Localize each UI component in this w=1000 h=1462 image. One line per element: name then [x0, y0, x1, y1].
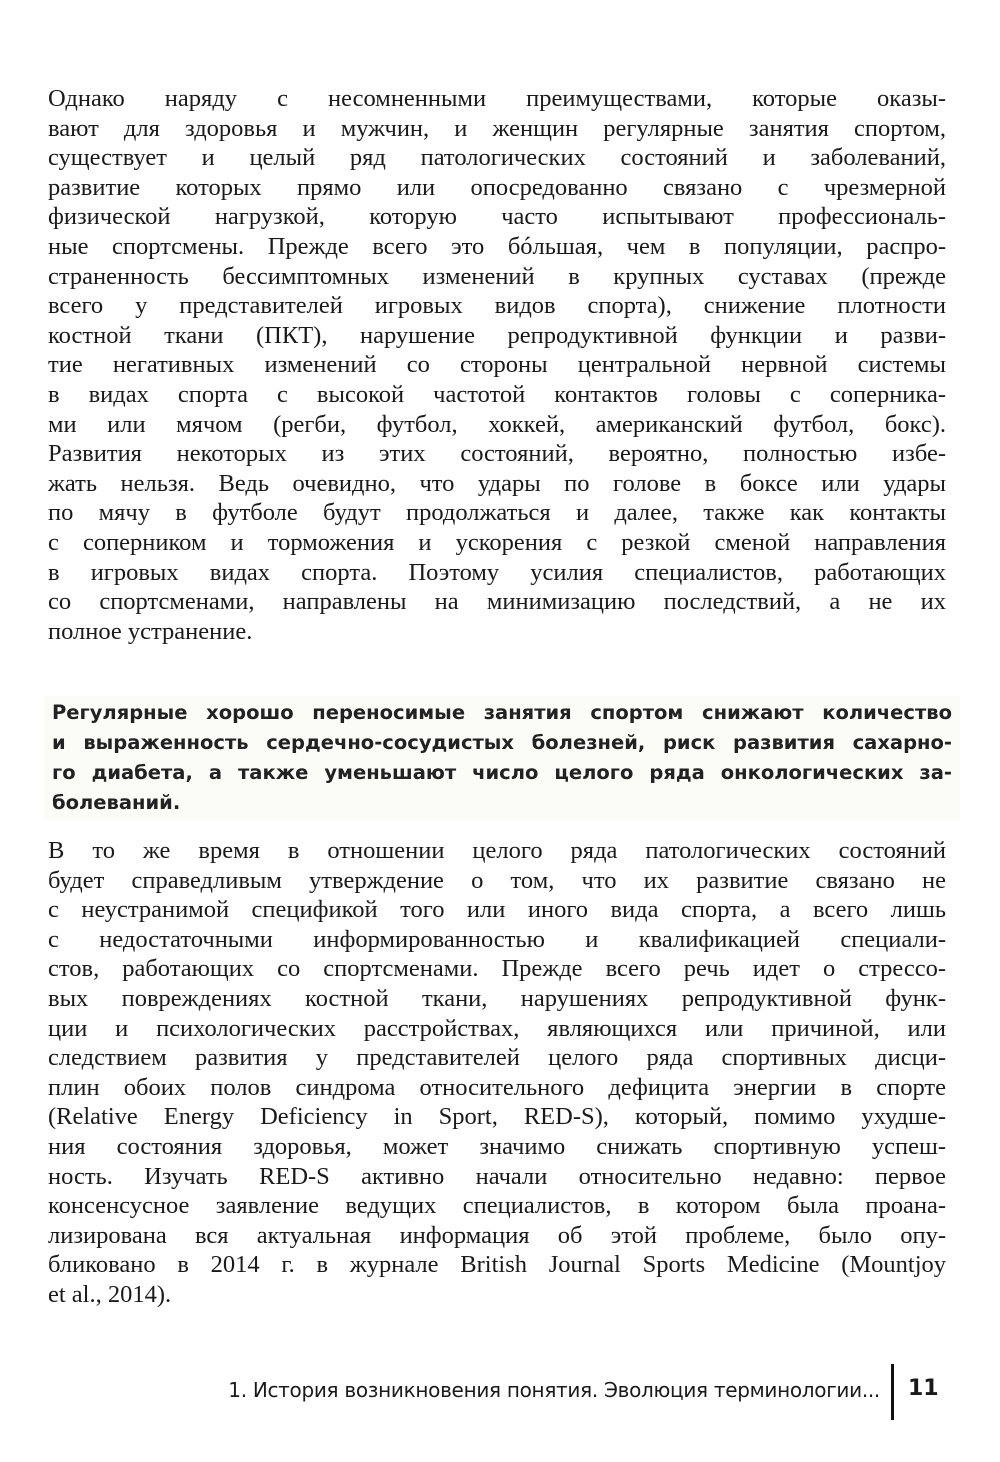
- running-title: 1. История возникновения понятия. Эволюция терминологии...: [228, 1378, 880, 1402]
- text-line: со спортсменами, направлены на минимизацию последствий, а не их: [48, 588, 946, 616]
- text-line: Развития некоторых из этих состояний, вероятно, полностью избе-: [48, 440, 946, 468]
- text-line: et al., 2014).: [48, 1280, 172, 1308]
- text-line: в игровых видах спорта. Поэтому усилия специалистов, работающих: [48, 558, 946, 586]
- paragraph-2: [48, 836, 946, 1310]
- text-line: будет справедливым утверждение о том, что их развитие связано не: [48, 866, 946, 894]
- text-line: костной ткани (ПКТ), нарушение репродуктивной функции и разви-: [48, 321, 946, 349]
- text-line: с соперником и торможения и ускорения с резкой сменой направления: [48, 528, 946, 556]
- text-line: следствием развития у представителей целого ряда спортивных дисци-: [48, 1044, 946, 1072]
- text-line: ния состояния здоровья, может значимо снижать спортивную успеш-: [48, 1132, 946, 1160]
- text-line: с неустранимой спецификой того или иного вида спорта, а всего лишь: [48, 896, 946, 924]
- highlight-box: [44, 696, 960, 820]
- text-line: го диабета, а также уменьшают число целого ряда онкологических за-: [52, 761, 952, 784]
- text-line: тие негативных изменений со стороны центральной нервной системы: [48, 351, 946, 379]
- text-line: В то же время в отношении целого ряда патологических состояний: [48, 837, 946, 864]
- text-line: жать нельзя. Ведь очевидно, что удары по голове в боксе или удары: [48, 469, 946, 497]
- text-line: ность. Изучать RED-S активно начали относительно недавно: первое: [48, 1162, 946, 1190]
- text-line: плин обоих полов синдрома относительного дефицита энергии в спорте: [48, 1073, 946, 1101]
- text-line: Регулярные хорошо переносимые занятия спортом снижают количество: [52, 701, 952, 724]
- text-line: лизирована вся актуальная информация об этой проблеме, было опу-: [48, 1221, 946, 1249]
- text-line: бликовано в 2014 г. в журнале British Journal Sports Medicine (Mountjoy: [48, 1251, 946, 1279]
- text-line: вых повреждениях костной ткани, нарушениях репродуктивной функ-: [48, 984, 946, 1012]
- text-line: полное устранение.: [48, 617, 253, 645]
- text-line: консенсусное заявление ведущих специалистов, в котором была проана-: [48, 1192, 946, 1220]
- text-line: в видах спорта с высокой частотой контактов головы с соперника-: [48, 380, 946, 408]
- paragraph-1: [48, 84, 946, 646]
- text-line: ные спортсмены. Прежде всего это бóльшая, чем в популяции, распро-: [48, 232, 946, 260]
- text-line: по мячу в футболе будут продолжаться и далее, также как контакты: [48, 499, 946, 527]
- text-line: ми или мячом (регби, футбол, хоккей, американский футбол, бокс).: [48, 410, 946, 438]
- text-line: с недостаточными информированностью и квалификацией специали-: [48, 925, 946, 953]
- text-line: Однако наряду с несомненными преимуществами, которые оказы-: [48, 85, 946, 112]
- text-line: физической нагрузкой, которую часто испытывают профессиональ-: [48, 203, 946, 231]
- text-line: существует и целый ряд патологических состояний и заболеваний,: [48, 144, 946, 172]
- text-line: вают для здоровья и мужчин, и женщин регулярные занятия спортом,: [48, 114, 946, 142]
- text-line: (Relative Energy Deficiency in Sport, RED-S), который, помимо ухудше-: [48, 1103, 946, 1131]
- text-line: развитие которых прямо или опосредованно связано с чрезмерной: [48, 173, 946, 201]
- footer-divider: [891, 1364, 894, 1420]
- text-line: всего у представителей игровых видов спорта), снижение плотности: [48, 292, 946, 320]
- text-line: и выраженность сердечно-сосудистых болезней, риск развития сахарно-: [52, 731, 952, 754]
- text-line: болеваний.: [52, 791, 181, 814]
- text-line: ции и психологических расстройствах, являющихся или причиной, или: [48, 1014, 946, 1042]
- text-line: стов, работающих со спортсменами. Прежде всего речь идет о стрессо-: [48, 955, 946, 983]
- text-line: страненность бессимптомных изменений в крупных суставах (прежде: [48, 262, 946, 290]
- page-number: 11: [908, 1376, 939, 1401]
